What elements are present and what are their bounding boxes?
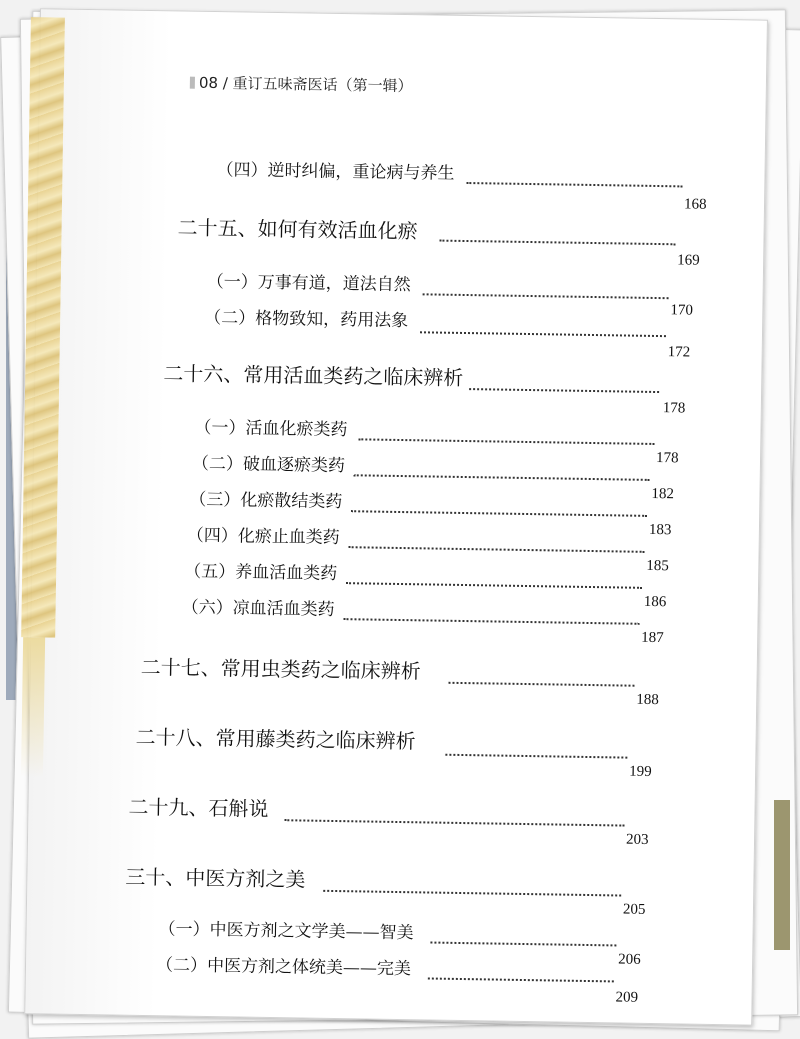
toc-entry-title: （四）逆时纠偏，重论病与养生 xyxy=(216,160,455,184)
toc-entry-title: 二十五、如何有效活血化瘀 xyxy=(177,215,418,244)
dot-leader xyxy=(439,240,675,246)
dot-leader xyxy=(358,438,654,445)
toc-entry-page: 206 xyxy=(618,951,641,968)
toc-entry-page: 185 xyxy=(646,557,669,575)
toc-entry-page: 168 xyxy=(683,196,707,213)
toc-entry-page: 178 xyxy=(662,400,686,417)
dot-leader xyxy=(420,331,666,337)
toc-entry-title: 二十七、常用虫类药之临床辨析 xyxy=(140,654,421,684)
header-separator: / xyxy=(222,74,228,93)
toc-entry-page: 203 xyxy=(625,831,649,848)
toc-entry-page: 182 xyxy=(651,485,675,503)
toc-entry-title: （二）中医方剂之体统美——完美 xyxy=(155,955,412,980)
toc-entry-title: （二）破血逐瘀类药 xyxy=(191,453,346,477)
toc-entry-section[interactable] xyxy=(38,159,764,213)
toc-entry-chapter[interactable] xyxy=(27,864,753,918)
toc-entry-title: 二十九、石斛说 xyxy=(128,794,269,821)
dot-leader xyxy=(423,293,669,299)
dot-leader xyxy=(428,977,614,982)
dot-leader xyxy=(354,474,650,481)
toc-entry-chapter[interactable] xyxy=(28,794,754,848)
toc-entry-title: （六）凉血活血类药 xyxy=(181,597,335,620)
toc-entry-chapter[interactable] xyxy=(35,361,761,417)
toc-entry-page: 188 xyxy=(636,691,659,709)
dot-leader xyxy=(466,182,682,187)
toc-entry-page: 187 xyxy=(641,629,664,647)
toc-entry-page: 169 xyxy=(677,252,700,269)
stacked-page-edge-olive xyxy=(774,800,790,950)
toc-entry-title: （一）中医方剂之文学美——智美 xyxy=(158,919,414,944)
header-book-title: 重订五味斋医话（第一辑） xyxy=(232,74,413,96)
book-page xyxy=(24,8,768,1025)
toc-entry-chapter[interactable] xyxy=(30,654,756,709)
toc-entry-title: （一）万事有道，道法自然 xyxy=(206,271,411,296)
dot-leader xyxy=(346,582,642,589)
dot-leader xyxy=(284,819,624,826)
toc-entry-chapter[interactable] xyxy=(29,724,755,780)
toc-entry-page: 205 xyxy=(622,901,646,918)
header-marker xyxy=(190,77,195,89)
dot-leader xyxy=(343,618,639,625)
running-header xyxy=(190,72,413,96)
toc-entry-page: 199 xyxy=(629,763,652,780)
toc-entry-page: 172 xyxy=(667,344,691,361)
toc-entry-title: （五）养血活血类药 xyxy=(184,561,338,585)
toc-entry-page: 178 xyxy=(655,450,679,467)
toc-entry-title: （四）化瘀止血类药 xyxy=(186,525,340,549)
toc-entry-title: （一）活血化瘀类药 xyxy=(194,417,348,441)
dot-leader xyxy=(349,546,645,553)
dot-leader xyxy=(351,510,647,517)
toc-entry-page: 186 xyxy=(643,593,667,611)
toc-entry-title: 三十、中医方剂之美 xyxy=(125,864,306,892)
toc-entry-title: 二十八、常用藤类药之临床辨析 xyxy=(135,724,416,754)
dot-leader xyxy=(430,942,616,947)
toc-entry-page: 170 xyxy=(670,302,694,319)
toc-entry-page: 209 xyxy=(615,989,639,1006)
dot-leader xyxy=(323,890,621,897)
dot-leader xyxy=(445,754,627,759)
toc-entry-title: 二十六、常用活血类药之临床辨析 xyxy=(163,361,464,390)
toc-entry-page: 183 xyxy=(648,521,672,539)
toc-entry-title: （三）化瘀散结类药 xyxy=(189,489,343,513)
header-page-number: 08 xyxy=(198,73,219,93)
toc-entry-title: （二）格物致知，药用法象 xyxy=(204,307,409,332)
dot-leader xyxy=(469,388,659,393)
toc-entry-chapter[interactable] xyxy=(37,215,763,269)
dot-leader xyxy=(448,682,634,687)
